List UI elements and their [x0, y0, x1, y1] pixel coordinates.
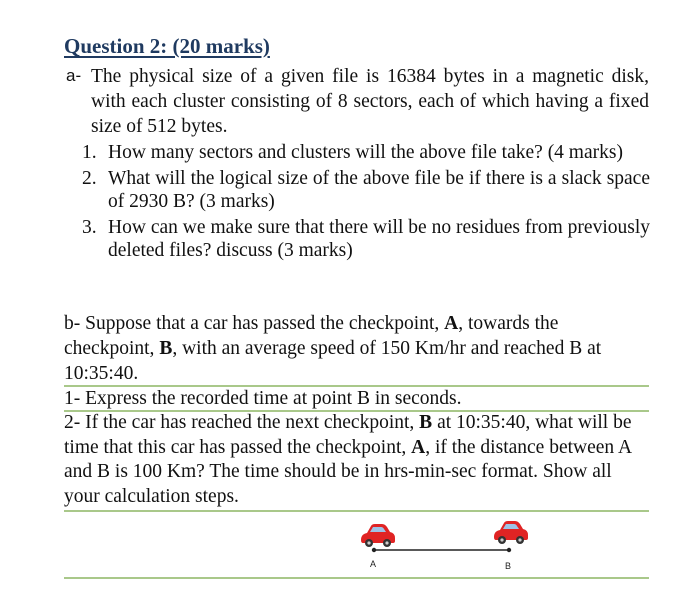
part-a-intro: The physical size of a given file is 16384 bytes in a magnetic disk, with each cluster consisting of 8 sectors, each of which having a fixed size of 512 bytes.	[91, 66, 649, 137]
checkpoint-b-dot	[507, 548, 511, 552]
checkpoint-a-label: A	[370, 559, 377, 569]
part-b-intro-text: , with an average speed of 150 Km/hr and reached B at 10:35:40.	[64, 338, 602, 384]
checkpoint-b-ref: B	[419, 412, 433, 433]
divider	[64, 577, 649, 579]
list-item-number: 3.	[82, 216, 97, 238]
checkpoint-a-ref: A	[444, 313, 459, 334]
checkpoint-b-label: B	[505, 561, 512, 571]
list-item-text: How can we make sure that there will be no residues from previously deleted files? discuss (3 marks)	[108, 216, 650, 261]
part-b-question-1: 1- Express the recorded time at point B in seconds.	[64, 388, 462, 409]
part-b-q2-text: at 10:35:40, what will be time that this car has passed the checkpoint,	[64, 412, 632, 458]
checkpoint-b-ref: B	[159, 338, 173, 359]
checkpoint-a-ref: A	[411, 436, 426, 458]
car-icon	[361, 524, 395, 547]
question-title: Question 2: (20 marks)	[64, 34, 270, 58]
list-item	[82, 216, 650, 263]
divider	[64, 510, 649, 512]
part-a-marker: a-	[66, 66, 82, 85]
part-b-intro-text: , towards the checkpoint,	[64, 313, 559, 359]
list-item-number: 2.	[82, 167, 97, 189]
list-item	[82, 167, 650, 214]
list-item-text: How many sectors and clusters will the above file take? (4 marks)	[108, 142, 623, 163]
checkpoint-a-dot	[372, 548, 376, 552]
part-b-q2-text: , if the distance between A and B is 100 Km? The time should be in hrs-min-sec format. Show all your calculation steps.	[64, 436, 631, 507]
part-b-intro-text: b- Suppose that a car has passed the checkpoint,	[64, 313, 445, 334]
list-item-text: What will the logical size of the above file be if there is a slack space of 2930 B? (3 marks)	[108, 167, 650, 212]
car-icon	[494, 521, 528, 544]
checkpoint-diagram-svg	[350, 514, 550, 574]
part-b-question-2	[64, 411, 650, 509]
list-item	[82, 141, 650, 165]
part-a-question-list	[82, 141, 650, 265]
checkpoint-diagram	[350, 514, 550, 574]
part-b-q2-text: 2- If the car has reached the next checkpoint,	[64, 412, 420, 433]
list-item-number: 1.	[82, 142, 97, 163]
part-b-intro	[64, 311, 650, 386]
